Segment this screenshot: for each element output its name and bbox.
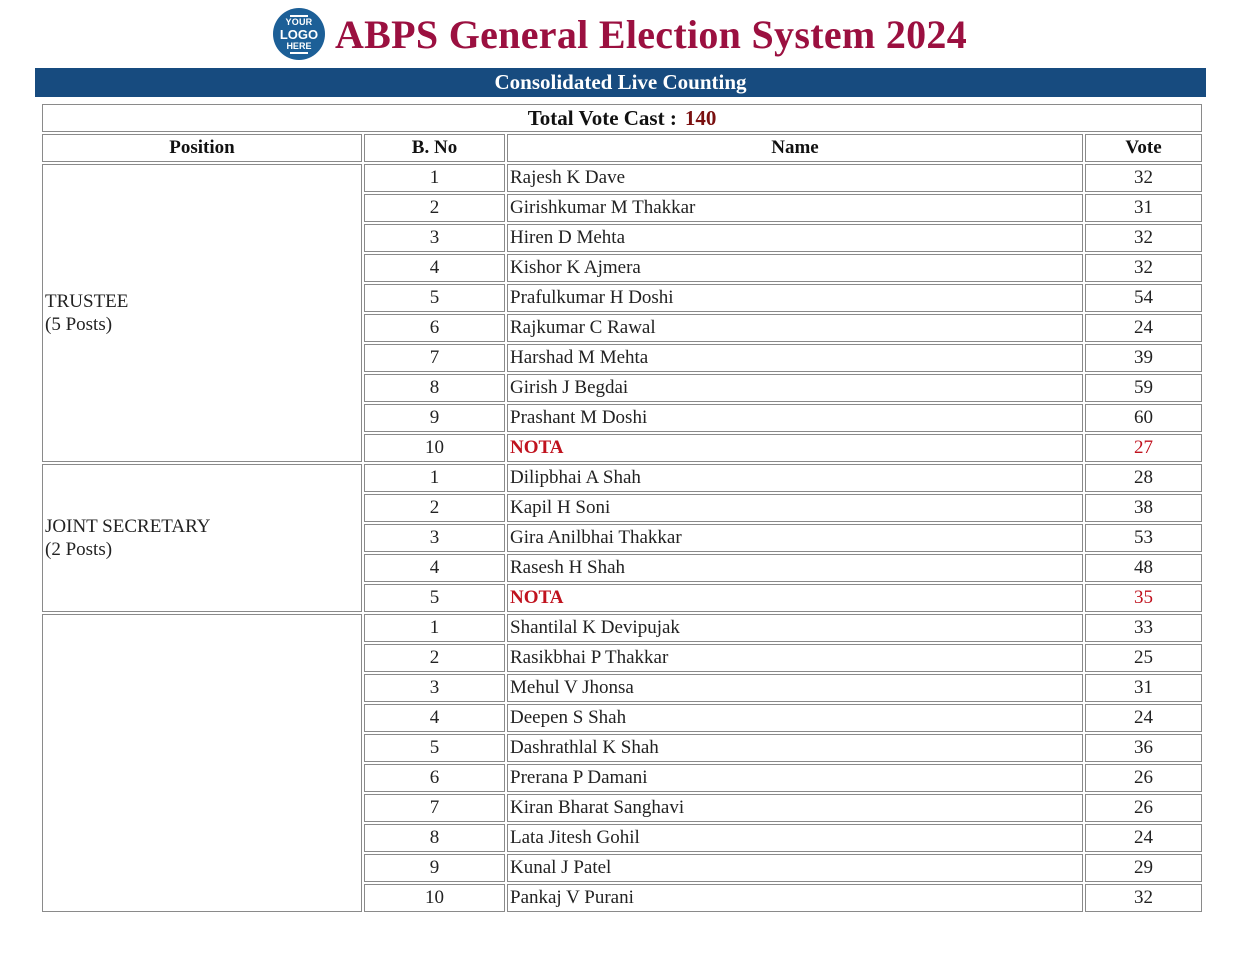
logo-text-1: YOUR — [285, 16, 313, 27]
ballot-number-cell: 7 — [364, 344, 505, 372]
candidate-name-cell: Mehul V Jhonsa — [507, 674, 1083, 702]
column-header-position: Position — [42, 134, 362, 162]
table-row — [42, 614, 1202, 642]
position-posts: (5 Posts) — [45, 314, 113, 335]
ballot-number-cell: 3 — [364, 524, 505, 552]
position-cell — [42, 464, 362, 612]
ballot-number-cell: 4 — [364, 254, 505, 282]
vote-count-cell: 26 — [1085, 764, 1202, 792]
ballot-number-cell: 1 — [364, 164, 505, 192]
candidate-name-cell: Harshad M Mehta — [507, 344, 1083, 372]
vote-count-cell: 24 — [1085, 824, 1202, 852]
vote-count-cell: 33 — [1085, 614, 1202, 642]
candidate-name-cell: Rajesh K Dave — [507, 164, 1083, 192]
ballot-number-cell: 2 — [364, 194, 505, 222]
candidate-name-cell: Rasesh H Shah — [507, 554, 1083, 582]
vote-count-cell: 28 — [1085, 464, 1202, 492]
candidate-name-cell: Kiran Bharat Sanghavi — [507, 794, 1083, 822]
vote-count-cell: 59 — [1085, 374, 1202, 402]
vote-count-cell: 48 — [1085, 554, 1202, 582]
results-container — [40, 102, 1202, 914]
ballot-number-cell: 3 — [364, 224, 505, 252]
vote-count-cell: 27 — [1085, 434, 1202, 462]
position-title: TRUSTEE — [45, 291, 129, 312]
column-header-row — [42, 134, 1202, 162]
candidate-name-cell: Girish J Begdai — [507, 374, 1083, 402]
logo-text-2: LOGO — [279, 26, 319, 42]
ballot-number-cell: 3 — [364, 674, 505, 702]
ballot-number-cell: 1 — [364, 614, 505, 642]
ballot-number-cell: 9 — [364, 854, 505, 882]
ballot-number-cell: 5 — [364, 584, 505, 612]
candidate-name-cell: Hiren D Mehta — [507, 224, 1083, 252]
ballot-number-cell: 9 — [364, 404, 505, 432]
candidate-name-cell: Kapil H Soni — [507, 494, 1083, 522]
candidate-name-cell: Kunal J Patel — [507, 854, 1083, 882]
ballot-number-cell: 2 — [364, 644, 505, 672]
candidate-name-cell: Prashant M Doshi — [507, 404, 1083, 432]
candidate-name-cell: Rasikbhai P Thakkar — [507, 644, 1083, 672]
candidate-name-cell: Dashrathlal K Shah — [507, 734, 1083, 762]
column-header-bno: B. No — [364, 134, 505, 162]
vote-count-cell: 32 — [1085, 884, 1202, 912]
total-vote-value: 140 — [684, 105, 717, 130]
vote-count-cell: 38 — [1085, 494, 1202, 522]
ballot-number-cell: 6 — [364, 764, 505, 792]
vote-count-cell: 53 — [1085, 524, 1202, 552]
vote-count-cell: 29 — [1085, 854, 1202, 882]
total-vote-cell — [42, 104, 1202, 132]
candidate-name-cell: Girishkumar M Thakkar — [507, 194, 1083, 222]
position-posts: (2 Posts) — [45, 539, 113, 560]
candidate-name-cell: Pankaj V Purani — [507, 884, 1083, 912]
results-body — [42, 164, 1202, 912]
ballot-number-cell: 7 — [364, 794, 505, 822]
vote-count-cell: 36 — [1085, 734, 1202, 762]
position-cell — [42, 164, 362, 462]
results-table — [40, 102, 1204, 914]
logo-icon — [273, 8, 325, 60]
section-banner: Consolidated Live Counting — [35, 68, 1206, 97]
table-row — [42, 164, 1202, 192]
ballot-number-cell: 4 — [364, 704, 505, 732]
candidate-name-cell: Lata Jitesh Gohil — [507, 824, 1083, 852]
position-cell — [42, 614, 362, 912]
table-row — [42, 464, 1202, 492]
ballot-number-cell: 1 — [364, 464, 505, 492]
candidate-name-cell: Rajkumar C Rawal — [507, 314, 1083, 342]
candidate-name-cell: Kishor K Ajmera — [507, 254, 1083, 282]
candidate-name-cell: Dilipbhai A Shah — [507, 464, 1083, 492]
column-header-name: Name — [507, 134, 1083, 162]
page-header — [0, 2, 1240, 66]
ballot-number-cell: 10 — [364, 884, 505, 912]
logo-text-3: HERE — [286, 40, 312, 51]
vote-count-cell: 60 — [1085, 404, 1202, 432]
ballot-number-cell: 5 — [364, 284, 505, 312]
vote-count-cell: 26 — [1085, 794, 1202, 822]
nota-name-cell: NOTA — [507, 434, 1083, 462]
ballot-number-cell: 5 — [364, 734, 505, 762]
position-title: JOINT SECRETARY — [45, 516, 211, 537]
candidate-name-cell: Prafulkumar H Doshi — [507, 284, 1083, 312]
ballot-number-cell: 8 — [364, 374, 505, 402]
column-header-vote: Vote — [1085, 134, 1202, 162]
candidate-name-cell: Deepen S Shah — [507, 704, 1083, 732]
vote-count-cell: 25 — [1085, 644, 1202, 672]
candidate-name-cell: Shantilal K Devipujak — [507, 614, 1083, 642]
ballot-number-cell: 4 — [364, 554, 505, 582]
ballot-number-cell: 6 — [364, 314, 505, 342]
vote-count-cell: 39 — [1085, 344, 1202, 372]
vote-count-cell: 32 — [1085, 164, 1202, 192]
vote-count-cell: 32 — [1085, 224, 1202, 252]
vote-count-cell: 35 — [1085, 584, 1202, 612]
vote-count-cell: 24 — [1085, 314, 1202, 342]
ballot-number-cell: 8 — [364, 824, 505, 852]
vote-count-cell: 24 — [1085, 704, 1202, 732]
ballot-number-cell: 2 — [364, 494, 505, 522]
ballot-number-cell: 10 — [364, 434, 505, 462]
candidate-name-cell: Prerana P Damani — [507, 764, 1083, 792]
nota-name-cell: NOTA — [507, 584, 1083, 612]
vote-count-cell: 32 — [1085, 254, 1202, 282]
candidate-name-cell: Gira Anilbhai Thakkar — [507, 524, 1083, 552]
total-vote-label: Total Vote Cast : — [527, 105, 677, 130]
vote-count-cell: 31 — [1085, 194, 1202, 222]
page-title: ABPS General Election System 2024 — [334, 11, 968, 57]
vote-count-cell: 54 — [1085, 284, 1202, 312]
vote-count-cell: 31 — [1085, 674, 1202, 702]
total-row — [42, 104, 1202, 132]
